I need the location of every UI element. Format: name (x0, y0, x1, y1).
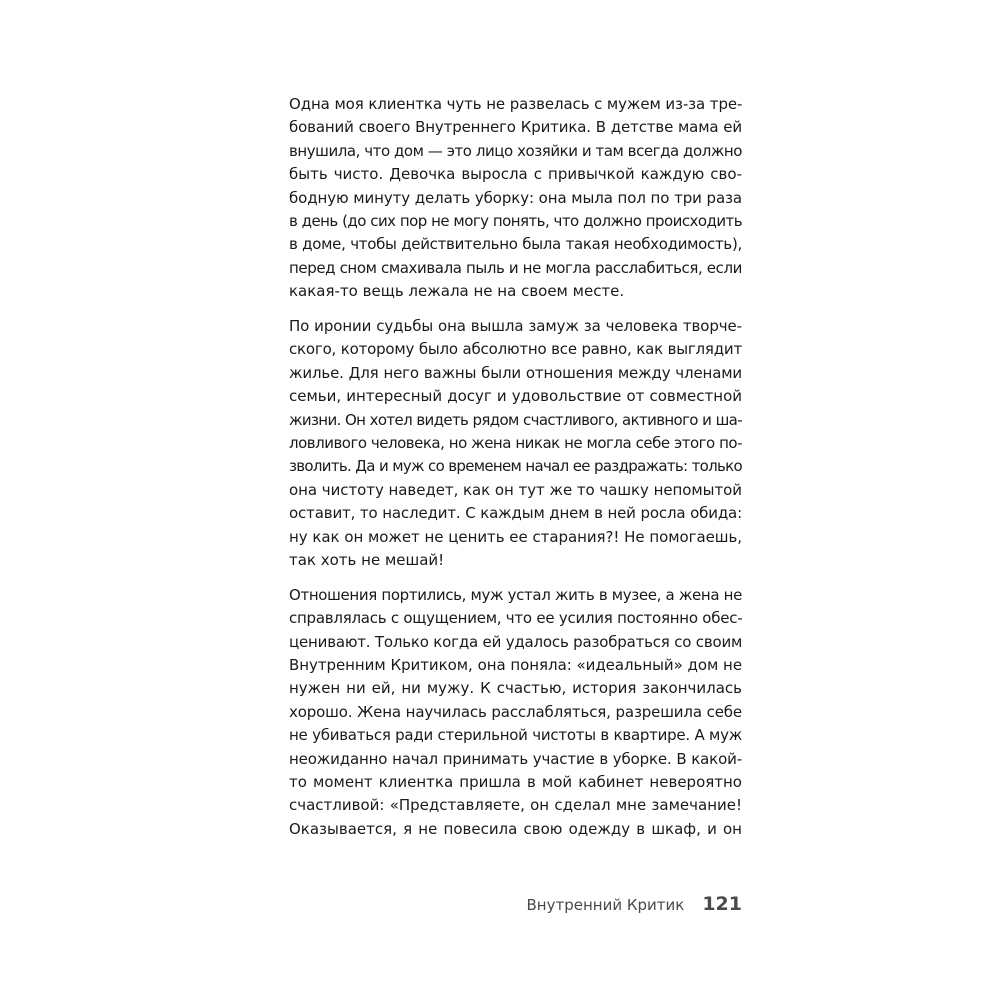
text-line: ну как он может не ценить ее старания?! Не помогаешь, (289, 527, 742, 546)
text-line: не убиваться ради стерильной чистоты в квартире. А муж (289, 726, 742, 745)
paragraph-gap (289, 572, 742, 584)
paragraph-1 (289, 93, 742, 304)
text-line: ценивают. Только когда ей удалось разобраться со своим (289, 632, 743, 651)
text-line: быть чисто. Девочка выросла с привычкой каждую сво- (289, 165, 742, 184)
text-line: справлялась с ощущением, что ее усилия постоянно обес- (289, 609, 743, 628)
text-line: бований своего Внутреннего Критика. В детстве мама ей (289, 118, 742, 137)
text-line: семьи, интересный досуг и удовольствие от совместной (289, 387, 742, 406)
text-line: Оказывается, я не повесила свою одежду в шкаф, и он (289, 819, 742, 838)
text-line: Отношения портились, муж устал жить в музее, а жена не (289, 585, 742, 604)
page-footer (527, 893, 742, 919)
text-line: она чистоту наведет, как он тут же то чашку непомытой (289, 480, 742, 499)
text-line: внушила, что дом — это лицо хозяйки и там всегда должно (289, 141, 742, 160)
text-line: счастливой: «Представляете, он сделал мне замечание! (289, 796, 742, 815)
paragraph-2 (289, 315, 742, 572)
paragraph-3 (289, 584, 742, 841)
text-line: в день (до сих пор не могу понять, что должно происходить (289, 211, 742, 230)
text-line: зволить. Да и муж со временем начал ее раздражать: только (289, 457, 742, 476)
text-line: бодную минуту делать уборку: она мыла пол по три раза (289, 188, 742, 207)
paragraph-gap (289, 304, 742, 316)
text-line: Внутренним Критиком, она поняла: «идеальный» дом не (289, 655, 742, 674)
text-line: оставит, то наследит. С каждым днем в ней росла обида: (289, 504, 742, 523)
running-title: Внутренний Критик (526, 896, 685, 914)
page-number: 121 (702, 893, 742, 915)
text-line: ского, которому было абсолютно все равно, как выглядит (289, 340, 742, 359)
text-line: По иронии судьбы она вышла замуж за человека творче- (289, 317, 742, 336)
text-line: так хоть не мешай! (289, 550, 445, 569)
text-line: неожиданно начал принимать участие в уборке. В какой- (289, 749, 742, 768)
text-line: в доме, чтобы действительно была такая необходимость), (289, 235, 742, 254)
text-line: какая-то вещь лежала не на своем месте. (289, 282, 625, 301)
text-line: то момент клиентка пришла в мой кабинет невероятно (289, 772, 742, 791)
text-line: жилье. Для него важны были отношения между членами (289, 363, 742, 382)
text-line: нужен ни ей, ни мужу. К счастью, история закончилась (289, 679, 742, 698)
text-line: перед сном смахивала пыль и не могла расслабиться, если (289, 258, 742, 277)
text-line: жизни. Он хотел видеть рядом счастливого, активного и ша- (289, 410, 742, 429)
text-line: хорошо. Жена научилась расслабляться, разрешила себе (289, 702, 742, 721)
text-line: Одна моя клиентка чуть не развелась с мужем из-за тре- (289, 95, 743, 113)
text-line: ловливого человека, но жена никак не могла себе этого по- (289, 433, 742, 452)
page-body (289, 93, 742, 841)
